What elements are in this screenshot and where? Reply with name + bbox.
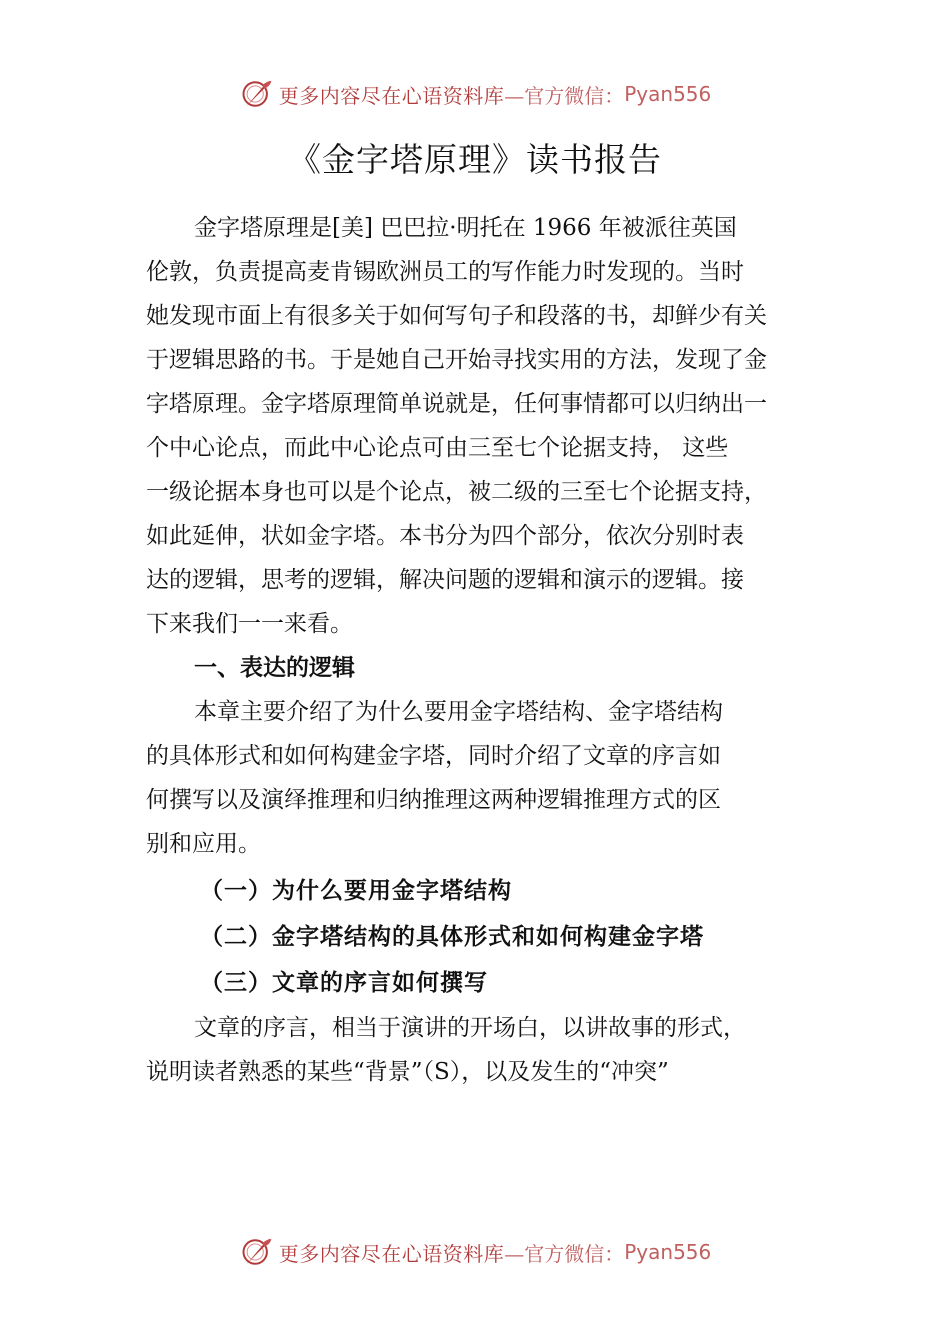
watermark-site-text: 更多内容尽在心语资料库 — [278, 83, 505, 108]
watermark-wechat-id: Pyan556 — [624, 82, 712, 106]
text-line: 下来我们一一来看。 — [146, 611, 353, 637]
document-body — [146, 206, 836, 1094]
intro-paragraph — [146, 206, 836, 646]
text-line: 何撰写以及演绎推理和归纳推理这两种逻辑推理方式的区 — [146, 787, 721, 813]
subheading: （三）文章的序言如何撰写 — [200, 970, 488, 996]
text-line: 字塔原理。金字塔原理简单说就是，任何事情都可以归纳出一 — [146, 391, 767, 417]
subheading: （一）为什么要用金字塔结构 — [200, 878, 512, 904]
text-line: 个中心论点，而此中心论点可由三至七个论据支持， 这些 — [146, 435, 729, 461]
text-line: 别和应用。 — [146, 831, 261, 857]
text-line: 的具体形式和如何构建金字塔，同时介绍了文章的序言如 — [146, 743, 721, 769]
preface-paragraph — [146, 1006, 836, 1094]
text-line: 文章的序言，相当于演讲的开场白，以讲故事的形式， — [194, 1015, 746, 1041]
watermark-separator: —官方微信： — [504, 83, 625, 108]
text-line: 本章主要介绍了为什么要用金字塔结构、金字塔结构 — [194, 699, 723, 725]
text-line: 金字塔原理是[美] 巴巴拉·明托在 1966 年被派往英国 — [194, 215, 737, 241]
text-line: 于逻辑思路的书。于是她自己开始寻找实用的方法，发现了金 — [146, 347, 767, 373]
text-line: 伦敦，负责提高麦肯锡欧洲员工的写作能力时发现的。当时 — [146, 259, 744, 285]
text-line: 她发现市面上有很多关于如何写句子和段落的书，却鲜少有关 — [146, 303, 767, 329]
text-line: 如此延伸，状如金字塔。本书分为四个部分，依次分别时表 — [146, 523, 744, 549]
page-title: 《金字塔原理》读书报告 — [288, 140, 662, 179]
subheading: （二）金字塔结构的具体形式和如何构建金字塔 — [200, 924, 704, 950]
watermark-site-text: 更多内容尽在心语资料库 — [278, 1241, 505, 1266]
text-line: 说明读者熟悉的某些“背景”（S），以及发生的“冲突” — [146, 1059, 669, 1085]
text-line: 一级论据本身也可以是个论点，被二级的三至七个论据支持， — [146, 479, 767, 505]
footer-watermark — [0, 1232, 950, 1272]
text-line: 达的逻辑，思考的逻辑，解决问题的逻辑和演示的逻辑。接 — [146, 567, 744, 593]
quill-pen-logo-icon — [239, 76, 275, 112]
watermark-separator: —官方微信： — [504, 1241, 625, 1266]
watermark-wechat-id: Pyan556 — [624, 1240, 712, 1264]
quill-pen-logo-icon — [239, 1234, 275, 1270]
header-watermark — [0, 74, 950, 114]
section-heading: 一、表达的逻辑 — [194, 655, 355, 681]
section1-paragraph — [146, 690, 836, 866]
